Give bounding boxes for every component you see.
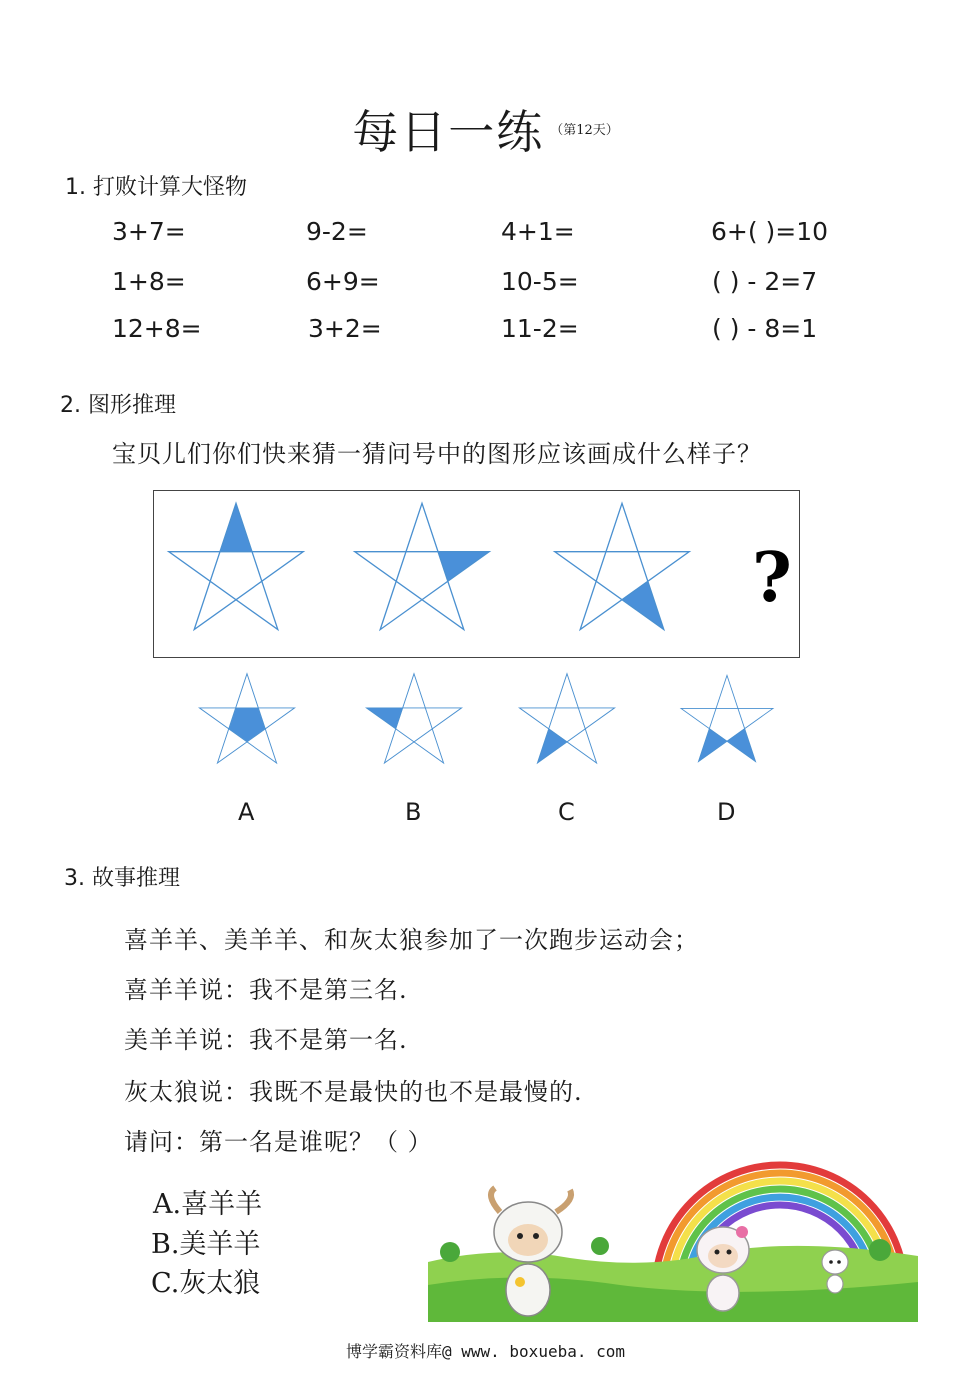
title-day: （第12天）: [550, 123, 619, 138]
option-label-c: C: [558, 798, 575, 826]
q1-eq: 3+2=: [308, 314, 382, 343]
option-star-c: [519, 674, 614, 763]
story-line: 喜羊羊、美羊羊、和灰太狼参加了一次跑步运动会；: [124, 926, 699, 954]
q1-eq: 3+7=: [112, 217, 186, 246]
q2-prompt: 宝贝儿们你们快来猜一猜问号中的图形应该画成什么样子？: [112, 440, 762, 468]
q3-heading: 3. 故事推理: [64, 866, 180, 891]
q1-eq: ( ) - 8=1: [712, 314, 818, 343]
option-star-b: [366, 674, 461, 763]
question-mark: ?: [752, 538, 792, 618]
q1-eq: 10-5=: [501, 267, 579, 296]
q1-heading: 1. 打败计算大怪物: [65, 175, 247, 200]
q1-eq: 12+8=: [112, 314, 202, 343]
q1-eq: 4+1=: [501, 217, 575, 246]
option-label-d: D: [717, 798, 736, 826]
choice-a: A.喜羊羊: [153, 1189, 263, 1220]
cartoon-scene-illustration: [428, 1165, 918, 1322]
option-label-a: A: [238, 798, 255, 826]
puzzle-star-2: [355, 503, 489, 629]
footer-watermark: 博学霸资料库@ www. boxueba. com: [345, 1342, 626, 1361]
option-star-a: [199, 674, 294, 763]
story-line: 喜羊羊说：我不是第三名.: [124, 976, 408, 1004]
q1-eq: 6+9=: [306, 267, 380, 296]
q1-eq: ( ) - 2=7: [712, 267, 818, 296]
story-line: 美羊羊说：我不是第一名.: [124, 1026, 408, 1054]
q1-eq: 9-2=: [306, 217, 368, 246]
title-main: 每日一练: [352, 105, 545, 159]
option-star-d: [681, 675, 773, 761]
option-label-b: B: [405, 798, 422, 826]
story-question: 请问：第一名是谁呢？（ ）: [124, 1128, 433, 1156]
puzzle-star-1: [169, 503, 303, 629]
q1-eq: 11-2=: [501, 314, 579, 343]
story-line: 灰太狼说：我既不是最快的也不是最慢的.: [124, 1078, 583, 1106]
q1-eq: 6+( )=10: [711, 217, 829, 246]
q1-eq: 1+8=: [112, 267, 186, 296]
puzzle-star-3: [555, 503, 689, 629]
q2-heading: 2. 图形推理: [60, 393, 176, 418]
choice-b: B.美羊羊: [151, 1229, 261, 1260]
choice-c: C.灰太狼: [151, 1268, 261, 1299]
